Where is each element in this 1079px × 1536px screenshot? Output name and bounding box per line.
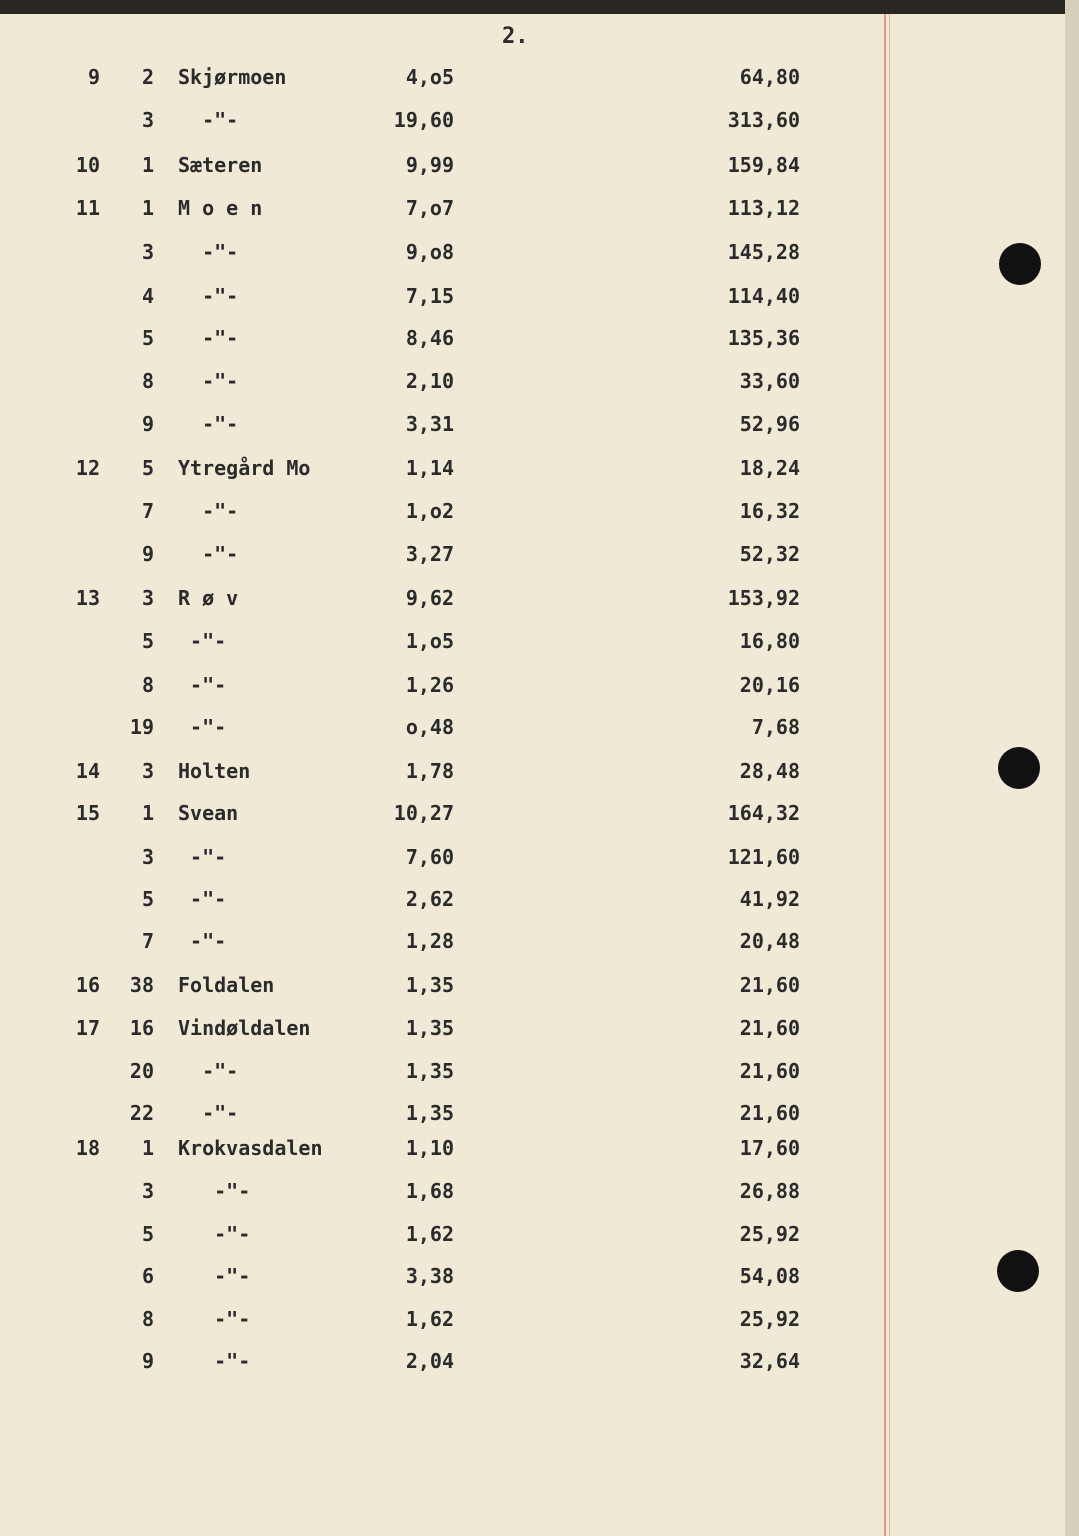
area-cell: 10,27 — [393, 801, 454, 825]
area-cell: 7,15 — [405, 284, 454, 308]
amount-cell: 52,32 — [739, 542, 800, 566]
bnr-cell: 20 — [129, 1059, 154, 1083]
farm-name-cell: -"- — [178, 284, 239, 308]
table-row — [0, 842, 880, 872]
bnr-cell: 3 — [141, 1179, 154, 1203]
area-cell: o,48 — [405, 715, 454, 739]
bnr-cell: 3 — [141, 845, 154, 869]
area-cell: 1,10 — [405, 1136, 454, 1160]
bnr-cell: 9 — [141, 542, 154, 566]
bnr-cell: 8 — [141, 673, 154, 697]
page-number: 2. — [502, 24, 529, 49]
farm-name-cell: -"- — [178, 929, 227, 953]
table-row — [0, 970, 880, 1000]
table-row — [0, 626, 880, 656]
table-row — [0, 409, 880, 439]
amount-cell: 17,60 — [739, 1136, 800, 1160]
area-cell: 1,62 — [405, 1222, 454, 1246]
area-cell: 1,o2 — [405, 499, 454, 523]
table-row — [0, 884, 880, 914]
area-cell: 1,35 — [405, 973, 454, 997]
table-row — [0, 496, 880, 526]
bnr-cell: 1 — [141, 801, 154, 825]
farm-name-cell: Svean — [178, 801, 239, 825]
bnr-cell: 3 — [141, 586, 154, 610]
amount-cell: 33,60 — [739, 369, 800, 393]
area-cell: 2,62 — [405, 887, 454, 911]
amount-cell: 54,08 — [739, 1264, 800, 1288]
area-cell: 9,o8 — [405, 240, 454, 264]
farm-name-cell: -"- — [178, 629, 227, 653]
bnr-cell: 2 — [141, 65, 154, 89]
amount-cell: 21,60 — [739, 1101, 800, 1125]
farm-name-cell: Sæteren — [178, 153, 263, 177]
gnr-cell: 10 — [75, 153, 100, 177]
amount-cell: 18,24 — [739, 456, 800, 480]
bnr-cell: 5 — [141, 887, 154, 911]
table-row — [0, 1304, 880, 1334]
amount-cell: 16,80 — [739, 629, 800, 653]
bnr-cell: 22 — [129, 1101, 154, 1125]
farm-name-cell: -"- — [178, 499, 239, 523]
margin-line-secondary — [889, 14, 890, 1536]
gnr-cell: 14 — [75, 759, 100, 783]
bnr-cell: 1 — [141, 1136, 154, 1160]
bnr-cell: 1 — [141, 196, 154, 220]
gnr-cell: 16 — [75, 973, 100, 997]
farm-name-cell: -"- — [178, 715, 227, 739]
farm-name-cell: -"- — [178, 1349, 251, 1373]
farm-name-cell: Krokvasdalen — [178, 1136, 323, 1160]
farm-name-cell: -"- — [178, 845, 227, 869]
table-row — [0, 1176, 880, 1206]
area-cell: 1,68 — [405, 1179, 454, 1203]
farm-name-cell: -"- — [178, 673, 227, 697]
area-cell: 1,35 — [405, 1101, 454, 1125]
farm-name-cell: R ø v — [178, 586, 239, 610]
farm-name-cell: -"- — [178, 240, 239, 264]
table-row — [0, 366, 880, 396]
table-row — [0, 1133, 880, 1163]
amount-cell: 113,12 — [727, 196, 800, 220]
bnr-cell: 16 — [129, 1016, 154, 1040]
amount-cell: 20,48 — [739, 929, 800, 953]
farm-name-cell: -"- — [178, 1307, 251, 1331]
farm-name-cell: -"- — [178, 412, 239, 436]
amount-cell: 135,36 — [727, 326, 800, 350]
amount-cell: 121,60 — [727, 845, 800, 869]
amount-cell: 153,92 — [727, 586, 800, 610]
scan-right-border — [1065, 0, 1079, 1536]
farm-name-cell: M o e n — [178, 196, 263, 220]
gnr-cell: 15 — [75, 801, 100, 825]
amount-cell: 16,32 — [739, 499, 800, 523]
punch-hole — [999, 243, 1041, 285]
table-row — [0, 1013, 880, 1043]
amount-cell: 25,92 — [739, 1222, 800, 1246]
amount-cell: 32,64 — [739, 1349, 800, 1373]
table-row — [0, 583, 880, 613]
farm-name-cell: -"- — [178, 1179, 251, 1203]
bnr-cell: 5 — [141, 326, 154, 350]
area-cell: 3,31 — [405, 412, 454, 436]
area-cell: 19,60 — [393, 108, 454, 132]
farm-name-cell: Foldalen — [178, 973, 275, 997]
bnr-cell: 9 — [141, 412, 154, 436]
amount-cell: 313,60 — [727, 108, 800, 132]
bnr-cell: 3 — [141, 759, 154, 783]
area-cell: 3,38 — [405, 1264, 454, 1288]
table-row — [0, 670, 880, 700]
amount-cell: 164,32 — [727, 801, 800, 825]
farm-name-cell: -"- — [178, 887, 227, 911]
area-cell: 1,28 — [405, 929, 454, 953]
gnr-cell: 11 — [75, 196, 100, 220]
farm-name-cell: -"- — [178, 1059, 239, 1083]
bnr-cell: 8 — [141, 369, 154, 393]
farm-name-cell: -"- — [178, 108, 239, 132]
table-row — [0, 62, 880, 92]
bnr-cell: 38 — [129, 973, 154, 997]
area-cell: 9,99 — [405, 153, 454, 177]
table-row — [0, 453, 880, 483]
farm-name-cell: Ytregård Mo — [178, 456, 311, 480]
table-row — [0, 1219, 880, 1249]
amount-cell: 52,96 — [739, 412, 800, 436]
bnr-cell: 5 — [141, 1222, 154, 1246]
amount-cell: 21,60 — [739, 1059, 800, 1083]
bnr-cell: 9 — [141, 1349, 154, 1373]
bnr-cell: 5 — [141, 629, 154, 653]
area-cell: 4,o5 — [405, 65, 454, 89]
table-row — [0, 756, 880, 786]
bnr-cell: 7 — [141, 929, 154, 953]
area-cell: 1,62 — [405, 1307, 454, 1331]
farm-name-cell: Holten — [178, 759, 251, 783]
farm-name-cell: -"- — [178, 542, 239, 566]
amount-cell: 159,84 — [727, 153, 800, 177]
amount-cell: 21,60 — [739, 973, 800, 997]
bnr-cell: 3 — [141, 108, 154, 132]
farm-name-cell: -"- — [178, 1264, 251, 1288]
gnr-cell: 12 — [75, 456, 100, 480]
area-cell: 9,62 — [405, 586, 454, 610]
table-row — [0, 712, 880, 742]
table-row — [0, 1346, 880, 1376]
amount-cell: 114,40 — [727, 284, 800, 308]
punch-hole — [998, 747, 1040, 789]
amount-cell: 41,92 — [739, 887, 800, 911]
area-cell: 8,46 — [405, 326, 454, 350]
bnr-cell: 5 — [141, 456, 154, 480]
table-row — [0, 237, 880, 267]
table-row — [0, 1098, 880, 1128]
table-row — [0, 539, 880, 569]
bnr-cell: 3 — [141, 240, 154, 264]
table-row — [0, 193, 880, 223]
bnr-cell: 6 — [141, 1264, 154, 1288]
table-row — [0, 926, 880, 956]
table-row — [0, 105, 880, 135]
farm-name-cell: -"- — [178, 326, 239, 350]
area-cell: 1,35 — [405, 1059, 454, 1083]
area-cell: 1,o5 — [405, 629, 454, 653]
amount-cell: 21,60 — [739, 1016, 800, 1040]
amount-cell: 7,68 — [751, 715, 800, 739]
margin-line — [884, 14, 886, 1536]
table-row — [0, 1056, 880, 1086]
amount-cell: 20,16 — [739, 673, 800, 697]
table-row — [0, 281, 880, 311]
table-row — [0, 1261, 880, 1291]
area-cell: 1,26 — [405, 673, 454, 697]
area-cell: 2,10 — [405, 369, 454, 393]
farm-name-cell: Skjørmoen — [178, 65, 287, 89]
bnr-cell: 19 — [129, 715, 154, 739]
bnr-cell: 1 — [141, 153, 154, 177]
scan-top-border — [0, 0, 1079, 14]
farm-name-cell: -"- — [178, 369, 239, 393]
punch-hole — [997, 1250, 1039, 1292]
table-row — [0, 150, 880, 180]
amount-cell: 145,28 — [727, 240, 800, 264]
gnr-cell: 18 — [75, 1136, 100, 1160]
area-cell: 3,27 — [405, 542, 454, 566]
farm-name-cell: -"- — [178, 1101, 239, 1125]
gnr-cell: 13 — [75, 586, 100, 610]
table-row — [0, 323, 880, 353]
farm-name-cell: Vindøldalen — [178, 1016, 311, 1040]
area-cell: 2,04 — [405, 1349, 454, 1373]
gnr-cell: 9 — [87, 65, 100, 89]
gnr-cell: 17 — [75, 1016, 100, 1040]
amount-cell: 25,92 — [739, 1307, 800, 1331]
bnr-cell: 8 — [141, 1307, 154, 1331]
bnr-cell: 7 — [141, 499, 154, 523]
amount-cell: 28,48 — [739, 759, 800, 783]
table-row — [0, 798, 880, 828]
area-cell: 7,60 — [405, 845, 454, 869]
amount-cell: 26,88 — [739, 1179, 800, 1203]
bnr-cell: 4 — [141, 284, 154, 308]
area-cell: 7,o7 — [405, 196, 454, 220]
area-cell: 1,35 — [405, 1016, 454, 1040]
area-cell: 1,14 — [405, 456, 454, 480]
amount-cell: 64,80 — [739, 65, 800, 89]
area-cell: 1,78 — [405, 759, 454, 783]
farm-name-cell: -"- — [178, 1222, 251, 1246]
